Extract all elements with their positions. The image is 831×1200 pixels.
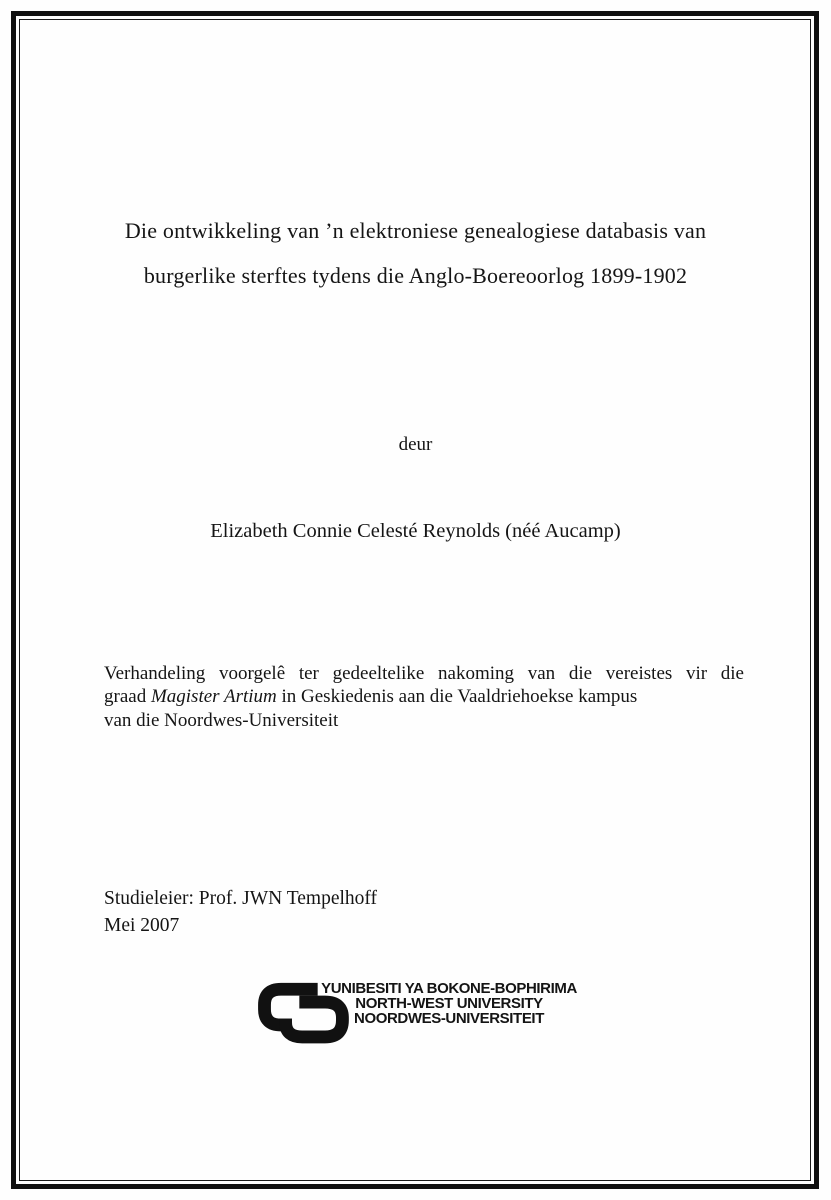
university-logo-text	[321, 982, 577, 1026]
byline: deur	[398, 434, 433, 455]
logo-name-afrikaans: NOORDWES-UNIVERSITEIT	[354, 1009, 544, 1027]
thesis-title	[70, 208, 761, 298]
supervisor-line: Studieleier: Prof. JWN Tempelhoff	[104, 888, 378, 909]
degree-name: Magister Artium	[150, 686, 277, 708]
logo-name-english: NORTH-WEST UNIVERSITY	[355, 994, 543, 1012]
author-name: Elizabeth Connie Celesté Reynolds (néé Aucamp)	[210, 520, 621, 542]
supervisor-block	[104, 886, 377, 939]
degree-statement-line2	[104, 685, 744, 708]
logo-name-setswana: YUNIBESITI YA BOKONE-BOPHIRIMA	[321, 980, 577, 997]
thesis-title-line2: burgerlike sterftes tydens die Anglo-Boereoorlog 1899-1902	[143, 263, 688, 288]
degree-statement	[104, 662, 744, 732]
degree-statement-line2-suffix: in Geskiedenis aan die Vaaldriehoekse kampus	[276, 686, 638, 708]
degree-statement-line1: Verhandeling voorgelê ter gedeeltelike nakoming van die vereistes vir die	[104, 663, 744, 684]
university-logo	[253, 975, 583, 1055]
thesis-title-line1: Die ontwikkeling van ’n elektroniese genealogiese databasis van	[124, 218, 707, 243]
degree-statement-line2-prefix: graad	[104, 686, 151, 708]
degree-statement-line3: van die Noordwes-Universiteit	[104, 709, 339, 731]
date-line: Mei 2007	[104, 914, 180, 936]
